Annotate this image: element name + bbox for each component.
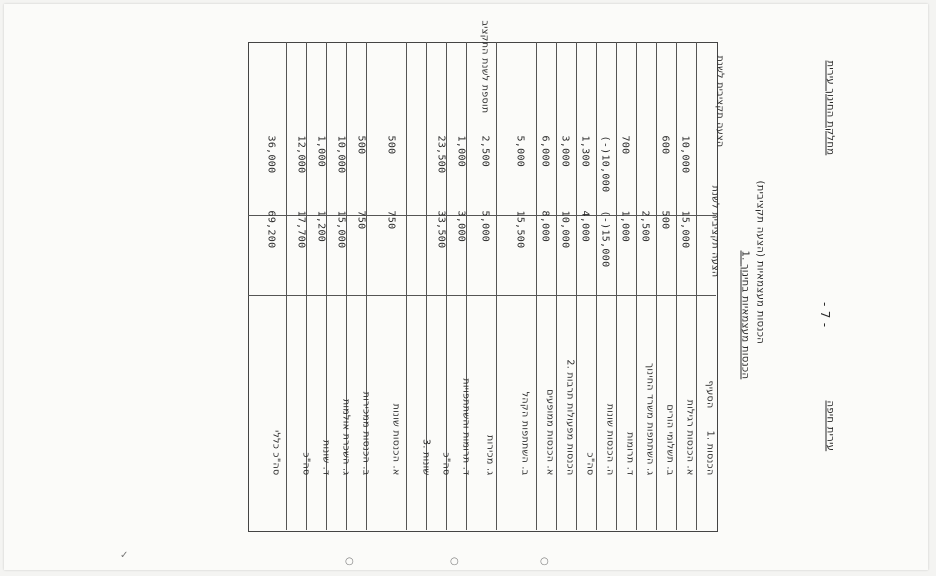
table-row-label: ד. שונות bbox=[320, 439, 332, 476]
table-row-label: א. הכנסות ממופעים bbox=[544, 389, 556, 476]
left-header: מחלקת החינוך עירית bbox=[824, 60, 836, 156]
table-row-estimate: 1,000 bbox=[455, 135, 467, 168]
table-row-proposal: 3,000 bbox=[455, 210, 467, 243]
header-item: הסעיף bbox=[704, 380, 716, 409]
table-row-label: ד. תרומות bbox=[624, 432, 636, 476]
bottom-marks-2: ○ bbox=[345, 556, 354, 567]
table-row-estimate: 36,000 bbox=[265, 135, 277, 174]
table-row-estimate: 700 bbox=[619, 135, 631, 155]
table-row-proposal: 1,200 bbox=[315, 210, 327, 243]
table-row-proposal: 8,000 bbox=[539, 210, 551, 243]
header-proposal: הצעה תקציבית לשנת bbox=[709, 185, 721, 278]
table-row-proposal: (-)15,000 bbox=[599, 210, 611, 268]
table-row-proposal: 10,000 bbox=[559, 210, 571, 249]
table-row-estimate: 2,500 bbox=[479, 135, 491, 168]
table-row-label: ד. תרומות והשתתפויות bbox=[460, 378, 472, 476]
table-row-label: 2. הכנסות מפעולות תרבות bbox=[564, 359, 576, 476]
header-estimate: הצעה תקציבית לשנת bbox=[714, 55, 726, 148]
table-row-proposal: 750 bbox=[355, 210, 367, 230]
table-row-proposal: 2,500 bbox=[639, 210, 651, 243]
table-row-estimate: 12,000 bbox=[295, 135, 307, 174]
table-row-proposal: 750 bbox=[385, 210, 397, 230]
table-row-label: א. הכנסות שונות bbox=[390, 403, 402, 476]
title-line-2: (הצעה תקציבית) הכנסות מעצמאיות bbox=[754, 180, 766, 345]
table-row-proposal: 17,700 bbox=[295, 210, 307, 249]
table-row-estimate: 10,000 bbox=[679, 135, 691, 174]
table-row-label: ב. תשלומי הורים bbox=[664, 404, 676, 476]
table-row-estimate: 10,000 bbox=[335, 135, 347, 174]
table-row-estimate: 500 bbox=[355, 135, 367, 155]
table-row-proposal: 4,000 bbox=[579, 210, 591, 243]
table-row-label: סה"כ bbox=[440, 452, 452, 476]
table-row-label: א. הכנסות רגילות bbox=[684, 399, 696, 476]
table-row-label: ה. הכנסות שונות bbox=[604, 403, 616, 476]
table-row-estimate: 500 bbox=[385, 135, 397, 155]
table-row-estimate: 6,000 bbox=[539, 135, 551, 168]
table-row-proposal: 5,000 bbox=[479, 210, 491, 243]
table-row-proposal: 15,000 bbox=[679, 210, 691, 249]
table-row-proposal: 15,500 bbox=[514, 210, 526, 249]
side-note: תוספת לשנת התקציב bbox=[479, 20, 491, 114]
table-row-proposal: 500 bbox=[659, 210, 671, 230]
table-row-proposal: 15,000 bbox=[335, 210, 347, 249]
bottom-marks-4: ○ bbox=[540, 556, 549, 567]
title-line-1: 1. הכנסות מעצמאיות בחינוך bbox=[739, 250, 751, 380]
table-row-label: ב. השתתפות הקהל bbox=[519, 391, 531, 476]
table-row-proposal: 1,000 bbox=[619, 210, 631, 243]
table-row-label: סה"כ כללי bbox=[270, 430, 282, 476]
table-row-estimate: 600 bbox=[659, 135, 671, 155]
table-row-estimate: (-)10,000 bbox=[599, 135, 611, 193]
table-row-label: ב. הכנסות ממכירות bbox=[360, 391, 372, 476]
right-header: עירית חיפה bbox=[824, 400, 836, 452]
table-row-label: ג. מכירות bbox=[484, 435, 496, 476]
table-row-proposal: 69,200 bbox=[265, 210, 277, 249]
table-row-estimate: 1,000 bbox=[315, 135, 327, 168]
table-row-estimate: 3,000 bbox=[559, 135, 571, 168]
table-row-estimate: 23,500 bbox=[435, 135, 447, 174]
table-row-proposal: 33,500 bbox=[435, 210, 447, 249]
table-row-label: סה"כ bbox=[300, 452, 312, 476]
bottom-marks-3: ○ bbox=[450, 556, 459, 567]
table-row-label: סה"כ bbox=[584, 452, 596, 476]
table-row-label: ג. השכרת אולמות bbox=[340, 398, 352, 476]
page-marker: - 7 - bbox=[818, 302, 832, 328]
bottom-marks: ✓ bbox=[120, 550, 129, 561]
table-row-estimate: 1,300 bbox=[579, 135, 591, 168]
table-row-label: 1. הכנסות bbox=[704, 430, 716, 476]
table-row-estimate: 5,000 bbox=[514, 135, 526, 168]
table-row-label: ג. השתתפות משרד החינוך bbox=[644, 362, 656, 476]
table-row-label: 3. שונות bbox=[420, 439, 432, 476]
